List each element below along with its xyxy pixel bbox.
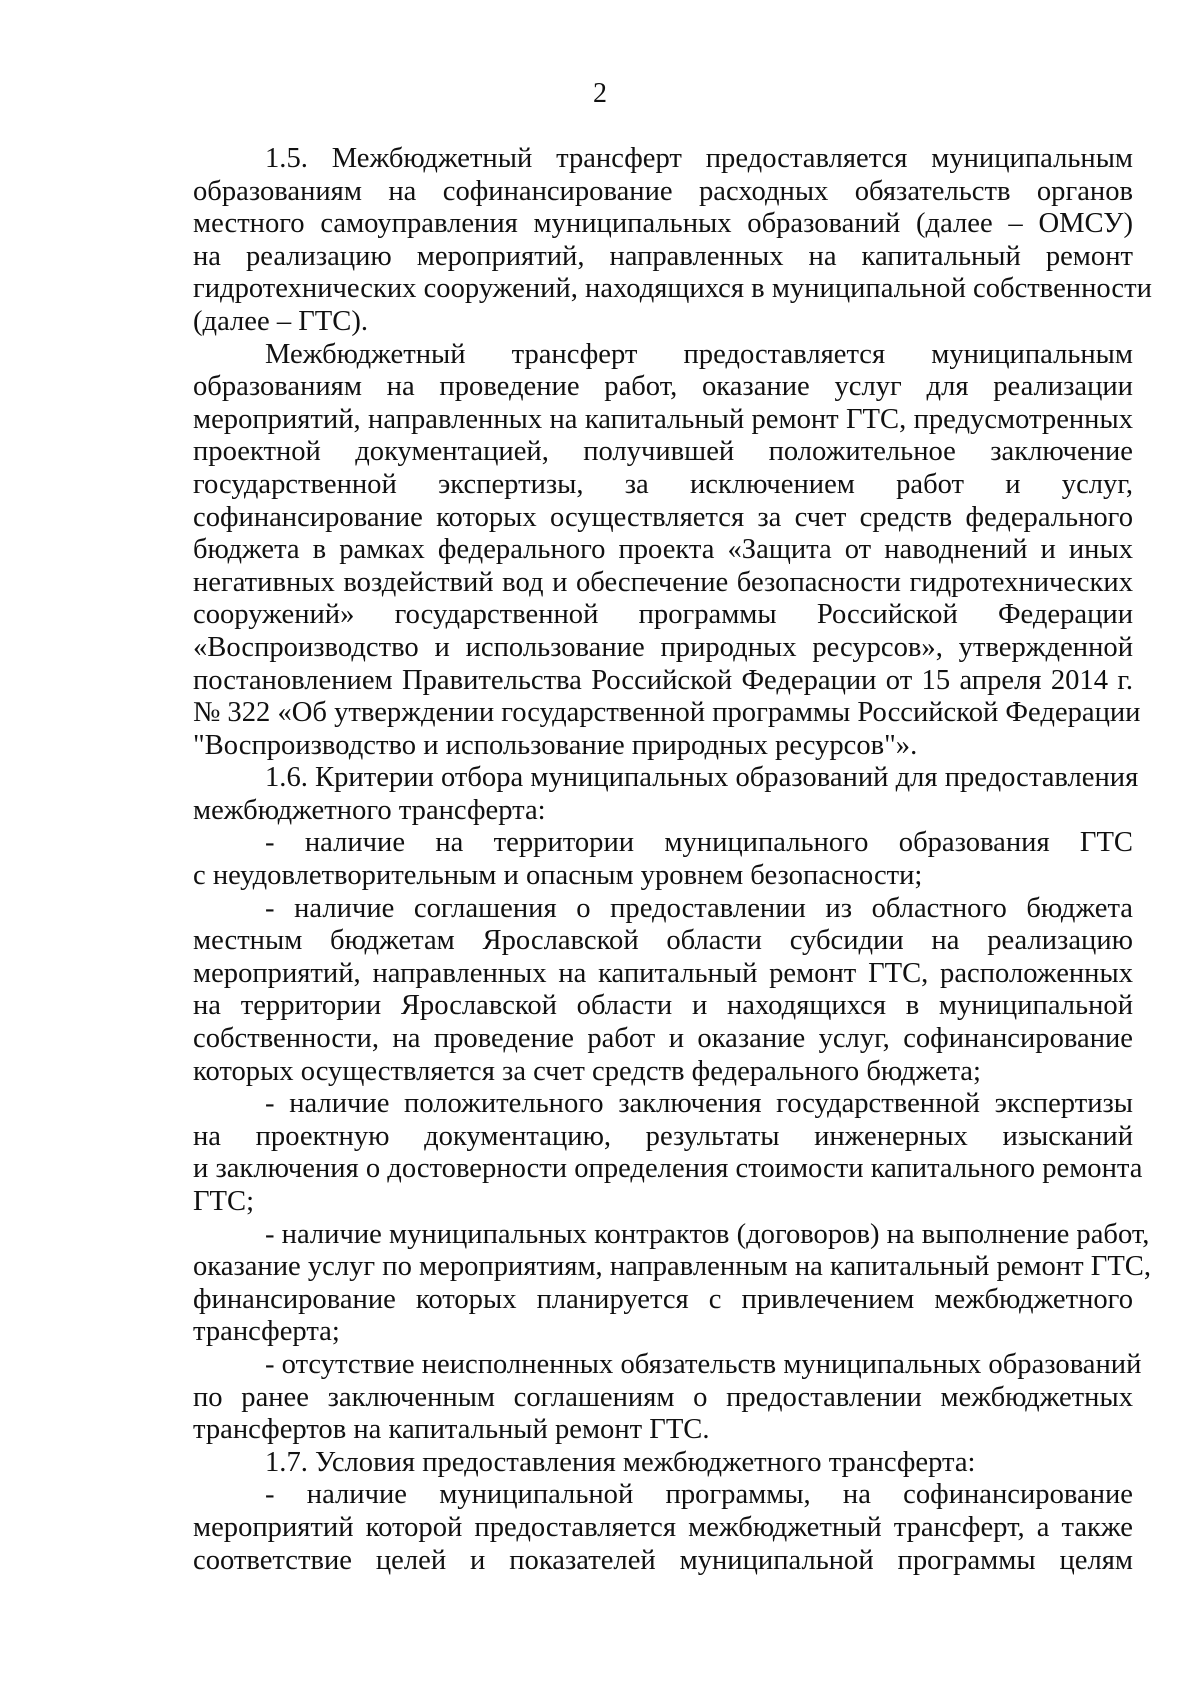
text-line: финансирование которых планируется с привлечением межбюджетного [193, 1283, 1133, 1315]
text-line: - отсутствие неисполненных обязательств муниципальных образований [265, 1348, 1142, 1380]
text-line: № 322 «Об утверждении государственной программы Российской Федерации [193, 697, 1141, 729]
text-line: - наличие муниципальной программы, на софинансирование [265, 1479, 1133, 1511]
text-line: ГТС; [193, 1186, 255, 1217]
text-line: бюджета в рамках федерального проекта «Защита от наводнений и иных [193, 534, 1133, 566]
text-line: на реализацию мероприятий, направленных на капитальный ремонт [193, 240, 1133, 272]
text-line: 1.6. Критерии отбора муниципальных образований для предоставления [265, 762, 1139, 794]
text-line: Межбюджетный трансферт предоставляется муниципальным [265, 338, 1133, 370]
page-number: 2 [593, 78, 607, 109]
text-line: - наличие на территории муниципального образования ГТС [265, 827, 1133, 859]
text-line: государственной экспертизы, за исключением работ и услуг, [193, 468, 1133, 500]
text-line: - наличие соглашения о предоставлении из областного бюджета [265, 892, 1133, 924]
text-line: с неудовлетворительным и опасным уровнем безопасности; [193, 860, 923, 892]
text-line: на проектную документацию, результаты инженерных изысканий [193, 1120, 1133, 1152]
text-line: мероприятий, направленных на капитальный ремонт ГТС, предусмотренных [193, 403, 1133, 435]
text-line: (далее – ГТС). [193, 305, 368, 337]
text-line: и заключения о достоверности определения стоимости капитального ремонта [193, 1153, 1143, 1185]
text-line: гидротехнических сооружений, находящихся в муниципальной собственности [193, 273, 1152, 305]
text-line: трансферта; [193, 1316, 340, 1348]
text-line: оказание услуг по мероприятиям, направленным на капитальный ремонт ГТС, [193, 1251, 1152, 1283]
text-line: межбюджетного трансферта: [193, 794, 546, 826]
text-line: которых осуществляется за счет средств федерального бюджета; [193, 1055, 981, 1087]
text-line: «Воспроизводство и использование природных ресурсов», утвержденной [193, 631, 1133, 663]
text-line: мероприятий, направленных на капитальный ремонт ГТС, расположенных [193, 957, 1133, 989]
text-line: - наличие положительного заключения государственной экспертизы [265, 1088, 1133, 1120]
text-line: сооружений» государственной программы Российской Федерации [193, 599, 1133, 631]
text-line: софинансирование которых осуществляется за счет средств федерального [193, 501, 1133, 533]
text-line: собственности, на проведение работ и оказание услуг, софинансирование [193, 1023, 1133, 1055]
text-line: 1.5. Межбюджетный трансферт предоставляется муниципальным [265, 143, 1133, 174]
document-body [193, 143, 1152, 1577]
text-line: образованиям на проведение работ, оказание услуг для реализации [193, 371, 1133, 403]
text-line: проектной документацией, получившей положительное заключение [193, 436, 1133, 468]
text-line: постановлением Правительства Российской Федерации от 15 апреля 2014 г. [193, 664, 1133, 696]
text-line: "Воспроизводство и использование природных ресурсов"». [193, 729, 918, 761]
text-line: - наличие муниципальных контрактов (договоров) на выполнение работ, [265, 1218, 1150, 1250]
text-line: трансфертов на капитальный ремонт ГТС. [193, 1414, 710, 1446]
text-line: 1.7. Условия предоставления межбюджетного трансферта: [265, 1446, 976, 1478]
text-line: соответствие целей и показателей муниципальной программы целям [193, 1544, 1133, 1576]
text-line: образованиям на софинансирование расходных обязательств органов [193, 175, 1133, 207]
text-line: негативных воздействий вод и обеспечение безопасности гидротехнических [193, 566, 1133, 598]
text-line: местным бюджетам Ярославской области субсидии на реализацию [193, 925, 1133, 957]
text-line: мероприятий которой предоставляется межбюджетный трансферт, а также [193, 1511, 1133, 1543]
text-line: по ранее заключенным соглашениям о предоставлении межбюджетных [193, 1381, 1133, 1413]
text-line: на территории Ярославской области и находящихся в муниципальной [193, 990, 1133, 1022]
text-line: местного самоуправления муниципальных образований (далее – ОМСУ) [193, 208, 1133, 240]
